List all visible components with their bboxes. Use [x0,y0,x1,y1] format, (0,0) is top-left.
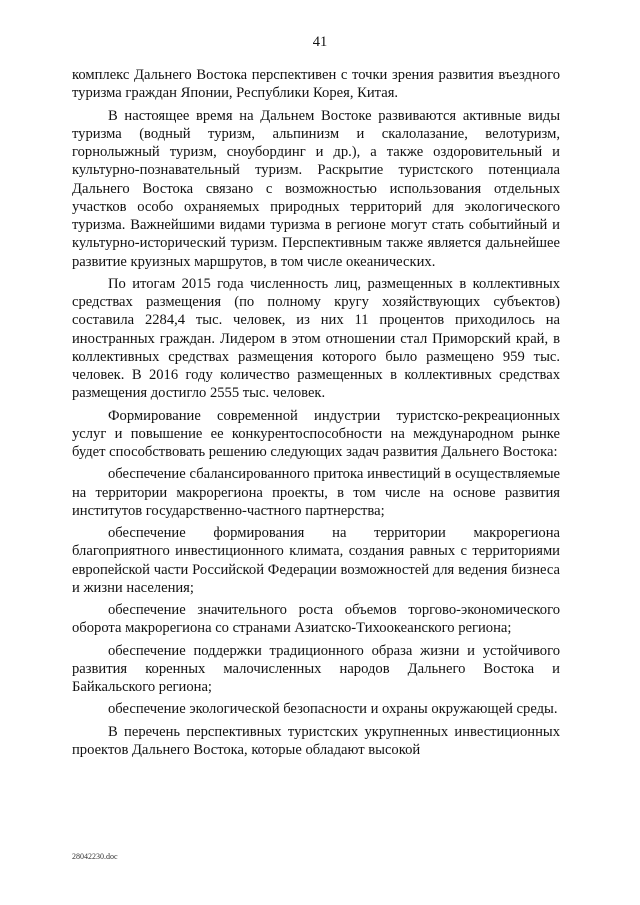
page-number: 41 [312,34,328,50]
paragraph-1: комплекс Дальнего Востока перспективен с точки зрения развития въездного туризма граждан Японии, Республики Корея, Китая. [72,67,560,102]
text-body [72,66,560,759]
paragraph-2: В настоящее время на Дальнем Востоке развиваются активные виды туризма (водный туризм, альпинизм и скалолазание, велотуризм, горнолыжный туризм, сноубординг и др.), а также оздоровительный и культурно-познавательный туризм. Раскрытие туристского потенциала Дальнего Востока связано с возможностью использования отдельных участков особо охраняемых природных территорий для экологического туризма. Важнейшими видами туризма в регионе могут стать событийный и культурно-исторический туризм. Перспективным также является дальнейшее развитие круизных маршрутов, в том числе океанических. [72,107,560,270]
list-item-climate: обеспечение формирования на территории макрорегиона благоприятного инвестиционного климата, создания равных с территориями европейской части Российской Федерации возможностей для ведения бизнеса и жизни населения; [72,525,560,596]
list-item-trade: обеспечение значительного роста объемов торгово-экономического оборота макрорегиона со странами Азиатско-Тихоокеанского региона; [72,602,560,637]
paragraph-projects: В перечень перспективных туристских укрупненных инвестиционных проектов Дальнего Востока, которые обладают высокой [72,723,560,758]
list-item-indigenous: обеспечение поддержки традиционного образа жизни и устойчивого развития коренных малочисленных народов Дальнего Востока и Байкальского региона; [72,642,560,695]
list-item-ecology: обеспечение экологической безопасности и охраны окружающей среды. [108,701,558,718]
document-code: 28042230.doc [72,852,118,861]
list-item-investments: обеспечение сбалансированного притока инвестиций в осуществляемые на территории макрорегиона проекты, в том числе на основе развития институтов государственно-частного партнерства; [72,466,560,519]
paragraph-4: Формирование современной индустрии туристско-рекреационных услуг и повышение ее конкурентоспособности на международном рынке будет способствовать решению следующих задач развития Дальнего Востока: [72,407,560,460]
paragraph-3: По итогам 2015 года численность лиц, размещенных в коллективных средствах размещения (по полному кругу хозяйствующих субъектов) составила 2284,4 тыс. человек, из них 11 процентов приходилось на иностранных граждан. Лидером в этом отношении стал Приморский край, в коллективных средствах размещения которого было размещено 959 тыс. человек. В 2016 году количество размещенных в коллективных средствах размещения достигло 2555 тыс. человек. [72,275,560,402]
